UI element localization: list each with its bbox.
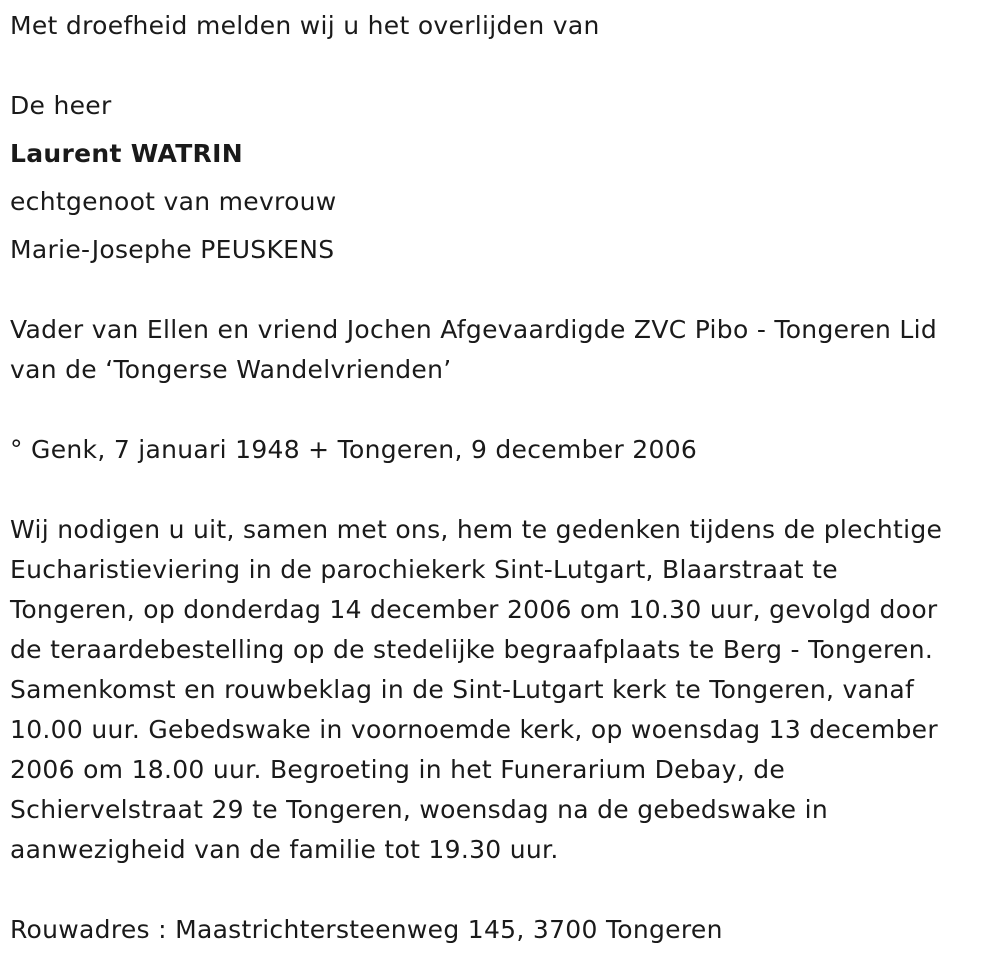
invitation-line: Eucharistieviering in de parochiekerk Sint-Lutgart, Blaarstraat te bbox=[10, 555, 838, 584]
life-dates: ° Genk, 7 januari 1948 + Tongeren, 9 december 2006 bbox=[10, 435, 698, 464]
salutation: De heer bbox=[10, 91, 112, 120]
invitation-line: 10.00 uur. Gebedswake in voornoemde kerk, op woensdag 13 december bbox=[10, 715, 938, 744]
invitation-line: Tongeren, op donderdag 14 december 2006 om 10.30 uur, gevolgd door bbox=[10, 595, 938, 624]
invitation-line: Samenkomst en rouwbeklag in de Sint-Lutgart kerk te Tongeren, vanaf bbox=[10, 675, 915, 704]
deceased-name: Laurent WATRIN bbox=[10, 139, 243, 168]
spouse-name: Marie-Josephe PEUSKENS bbox=[10, 235, 335, 264]
invitation-line: aanwezigheid van de familie tot 19.30 uur. bbox=[10, 835, 559, 864]
intro-text: Met droefheid melden wij u het overlijden van bbox=[10, 11, 600, 40]
spouse-label: echtgenoot van mevrouw bbox=[10, 187, 337, 216]
invitation-line: de teraardebestelling op de stedelijke begraafplaats te Berg - Tongeren. bbox=[10, 635, 934, 664]
invitation-line: Wij nodigen u uit, samen met ons, hem te gedenken tijdens de plechtige bbox=[10, 515, 943, 544]
relations-line-2: van de ‘Tongerse Wandelvrienden’ bbox=[10, 355, 452, 384]
invitation-line: 2006 om 18.00 uur. Begroeting in het Funerarium Debay, de bbox=[10, 755, 786, 784]
mourning-address: Rouwadres : Maastrichtersteenweg 145, 3700 Tongeren bbox=[10, 915, 723, 944]
invitation-line: Schiervelstraat 29 te Tongeren, woensdag na de gebedswake in bbox=[10, 795, 828, 824]
relations-line-1: Vader van Ellen en vriend Jochen Afgevaardigde ZVC Pibo - Tongeren Lid bbox=[10, 315, 938, 344]
